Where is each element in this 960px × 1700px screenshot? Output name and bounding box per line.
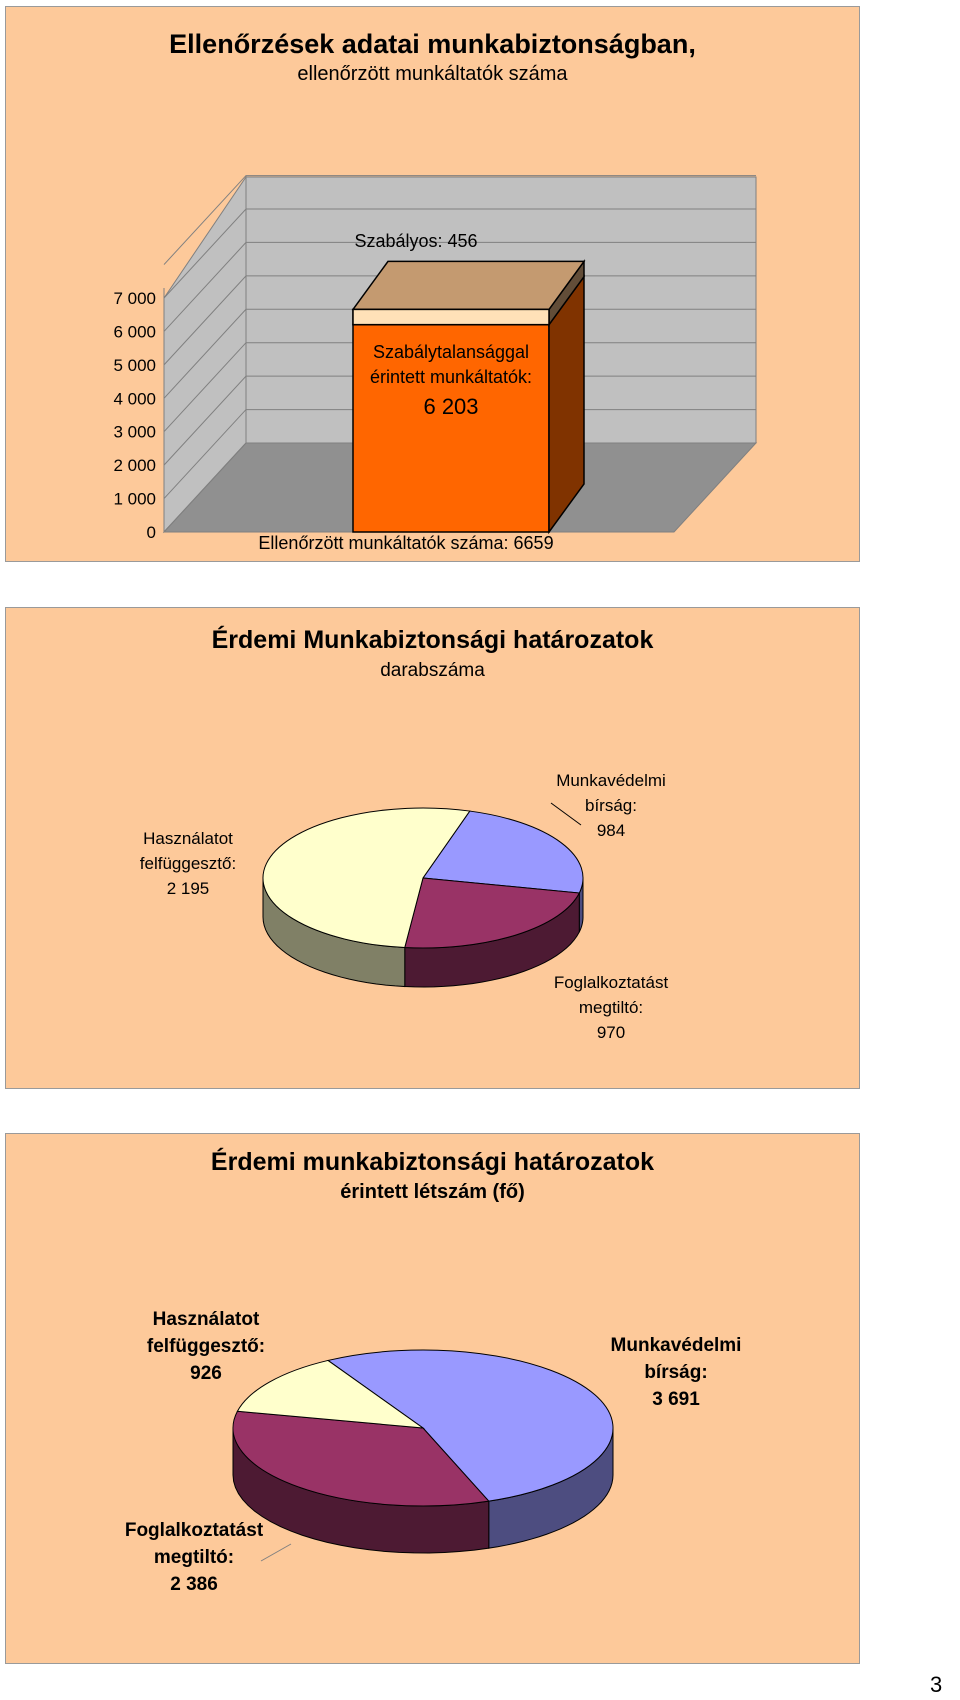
pie-label-felfuggeszto: Használatot felfüggesztő: 926 <box>126 1306 286 1387</box>
chart-panel-decisions-count <box>5 607 860 1089</box>
y-tick-label: 6 000 <box>113 322 156 342</box>
bar-segment-front-top <box>353 309 549 324</box>
y-tick-label: 0 <box>146 523 156 542</box>
pie-label-birsag: Munkavédelmi bírság: 3 691 <box>596 1332 756 1413</box>
page-number: 3 <box>930 1672 943 1697</box>
pie-label-felfuggeszto: Használatot felfüggesztő: 2 195 <box>118 826 258 901</box>
pie-label-megtilto: Foglalkoztatást megtiltó: 2 386 <box>114 1517 274 1598</box>
bar-chart-plot <box>6 7 861 563</box>
pie-value-felfuggeszto: 2 195 <box>166 879 210 898</box>
chart-subtitle: érintett létszám (fő) <box>340 1181 525 1203</box>
chart-panel-decisions-headcount <box>5 1133 860 1664</box>
chart-title: Érdemi munkabiztonsági határozatok <box>210 1148 655 1176</box>
bar-category-label: Ellenőrzött munkáltatók száma: 6659 <box>258 533 554 553</box>
y-tick-label: 4 000 <box>113 389 156 409</box>
chart-panel-inspections <box>5 6 860 562</box>
pie-label-birsag: Munkavédelmi bírság: 984 <box>536 768 686 843</box>
pie-value-birsag: 984 <box>596 821 626 840</box>
pie-value-felfuggeszto: 926 <box>190 1363 222 1384</box>
y-tick-label: 5 000 <box>113 355 156 375</box>
bar-label-szabalytalan-text: Szabálytalansággal érintett munkáltatók: <box>369 342 533 387</box>
y-tick-label: 1 000 <box>113 489 156 509</box>
y-tick-label: 2 000 <box>113 456 156 476</box>
chart-title: Ellenőrzések adatai munkabiztonságban, <box>169 29 696 59</box>
bar-label-szabalytalan <box>351 340 551 419</box>
y-tick-label: 7 000 <box>113 289 156 308</box>
bar-top-face <box>353 261 584 309</box>
bar-label-szabalyos: Szabályos: 456 <box>354 231 478 251</box>
y-tick-label: 3 000 <box>113 422 156 442</box>
chart-subtitle: ellenőrzött munkáltatók száma <box>297 63 568 85</box>
pie-label-megtilto: Foglalkoztatást megtiltó: 970 <box>536 970 686 1045</box>
chart-title: Érdemi Munkabiztonsági határozatok <box>211 626 654 654</box>
chart-subtitle: darabszáma <box>380 660 485 681</box>
bar-value-szabalytalan: 6 203 <box>423 394 479 419</box>
pie-value-birsag: 3 691 <box>652 1389 700 1410</box>
pie-value-megtilto: 970 <box>596 1023 626 1042</box>
pie-value-megtilto: 2 386 <box>170 1574 218 1595</box>
